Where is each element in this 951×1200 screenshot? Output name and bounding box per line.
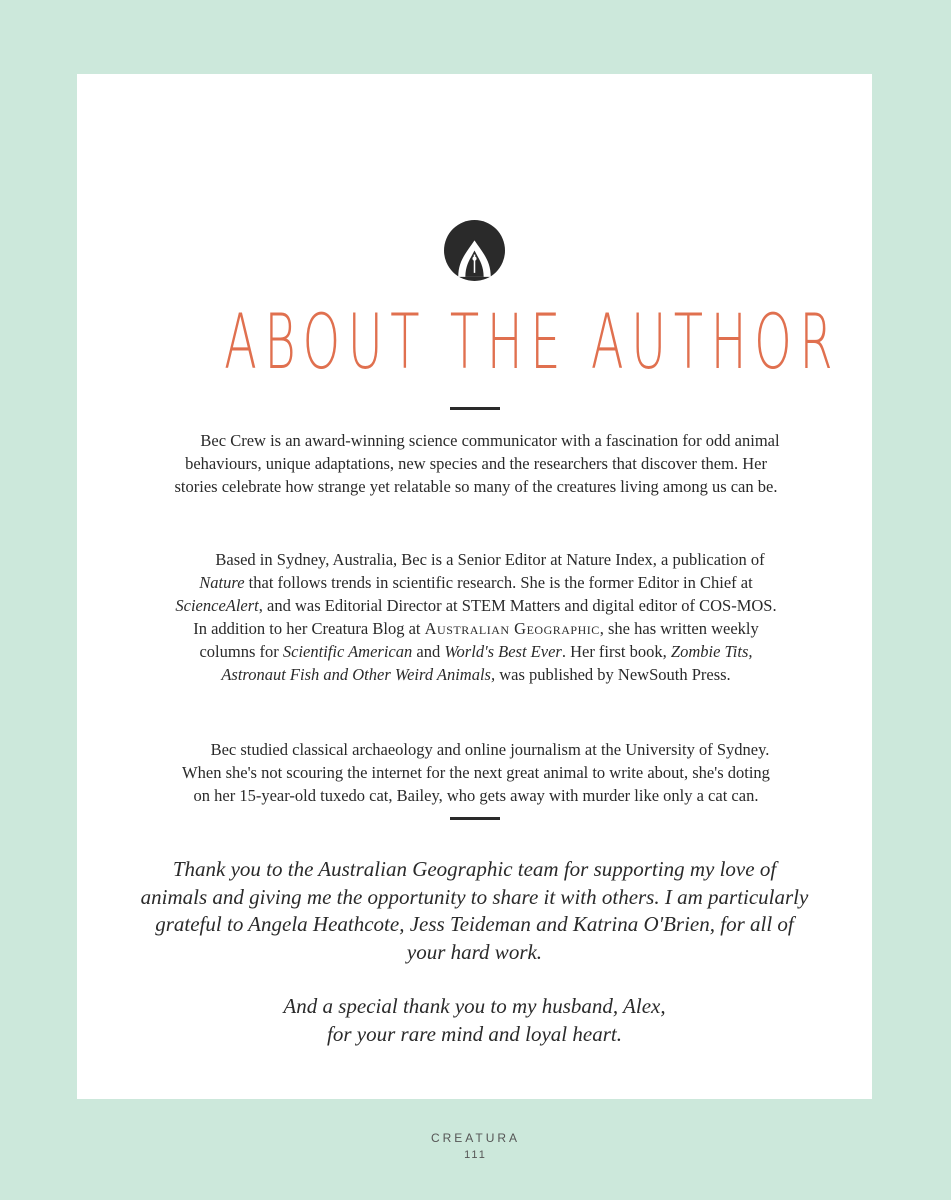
bio-book-title: Zombie Tits, Astronaut Fish and Other Weird Animals, [221, 642, 753, 684]
dedication-line-1: And a special thank you to my husband, Alex, [283, 994, 666, 1018]
bio-text-1: Bec Crew is an award-winning science communicator with a fascination for odd animal behaviours, unique adaptations, new species and the researchers that discover them. Her stories celebrate how strange yet relatable so many of the creatures living among us can be. [174, 431, 780, 496]
divider-top [450, 407, 500, 410]
bio-text-2a: Based in Sydney, Australia, Bec is a Senior Editor at Nature Index, a publication of [215, 550, 765, 569]
bio-text-2k: . Her first book, [561, 642, 671, 661]
bio-text-2c: that follows trends in scientific research. She is the former Editor in Chief at [244, 573, 753, 592]
dedication-paragraph [137, 993, 812, 1048]
footer-brand: CREATURA [430, 1131, 521, 1145]
bio-text-3: Bec studied classical archaeology and online journalism at the University of Sydney. When she's not scouring the internet for the next great animal to write about, she's doting on her 15-year-old tuxedo cat, Bailey, who gets away with murder like only a cat can. [182, 740, 770, 805]
bio-paragraph-2 [172, 548, 780, 686]
page-number: 111 [464, 1149, 487, 1161]
bio-paragraph-3 [172, 738, 780, 807]
dedication-line-2: for your rare mind and loyal heart. [327, 1021, 622, 1046]
bio-text-2i: and [412, 642, 445, 661]
bio-sciam-title: Scientific American [282, 642, 413, 661]
divider-bottom [450, 817, 500, 820]
bio-text-2m: was published by NewSouth Press. [495, 665, 731, 684]
bio-nature-title: Nature [199, 573, 245, 592]
acknowledgement-paragraph: Thank you to the Australian Geographic team for supporting my love of animals and giving me the opportunity to share it with others. I am particularly grateful to Angela Heathcote, Jess Teideman and Katrina O'Brien, for all of your hard work. [140, 857, 809, 964]
bio-text-2g: , she has written weekly columns for [199, 619, 759, 661]
bio-paragraph-1 [172, 429, 780, 498]
bio-worlds-best-ever-title: World's Best Ever [444, 642, 562, 661]
bio-text-2e: , and was Editorial Director at STEM Matters and digital editor of COS-MOS. In addition to her Creatura Blog at [193, 596, 777, 638]
page-title: ABOUT THE AUTHOR [224, 297, 841, 386]
page-panel [77, 74, 872, 1099]
bio-sciencealert-title: ScienceAlert [175, 596, 259, 615]
fountain-pen-nib-icon [444, 220, 505, 281]
bio-australian-geographic: Australian Geographic [424, 619, 600, 638]
